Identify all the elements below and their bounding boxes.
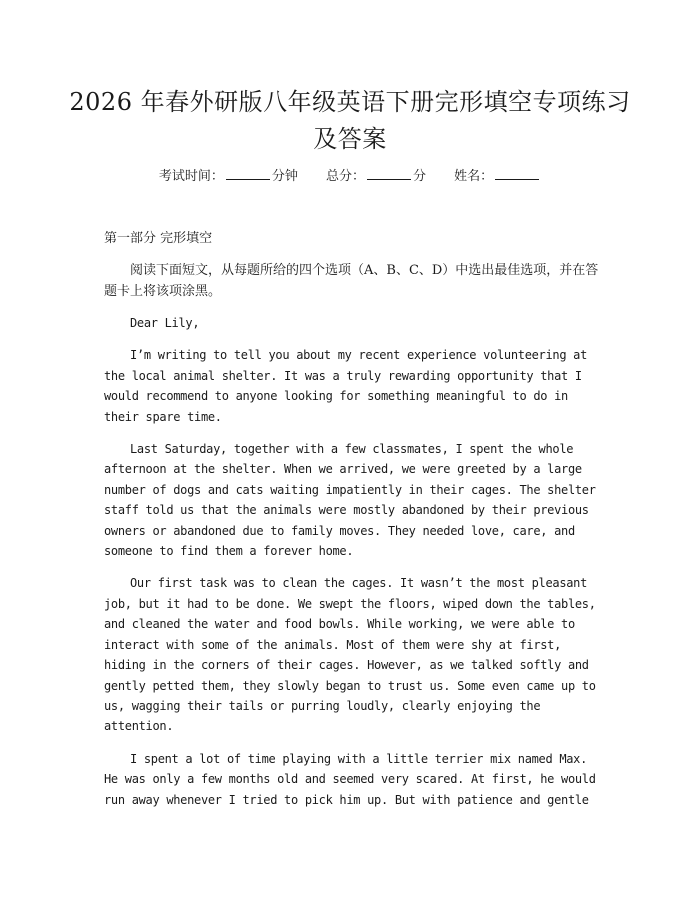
passage-paragraph-3: Our first task was to clean the cages. It wasn’t the most pleasant job, but it had to be done. We swept the floors, wiped down the tables, and cleaned the water and food bowls. While working, we were able to interact with some of the animals. Most of them were shy at first, hiding in the corners of their cages. However, as we talked softly and gently petted them, they slowly began to trust us. Some even came up to us, wagging their tails or purring loudly, clearly enjoying the attention. [104,576,596,734]
total-score-unit: 分 [413,169,427,184]
exam-time-field [159,166,298,187]
exam-time-unit: 分钟 [271,169,298,184]
total-score-blank [367,166,411,180]
letter-greeting: Dear Lily, [130,316,200,330]
passage [104,313,596,822]
instructions: 阅读下面短文，从每题所给的四个选项（A、B、C、D）中选出最佳选项，并在答题卡上将该项涂黑。 [104,263,599,299]
passage-paragraph-4: I spent a lot of time playing with a little terrier mix named Max. He was only a few months old and seemed very scared. At first, he would run away whenever I tried to pick him up. But with patience and gentle [104,751,596,807]
student-name-field [454,166,541,187]
total-score-field [326,166,426,187]
exam-time-blank [226,166,270,180]
student-name-blank [495,166,539,180]
passage-paragraph-2: Last Saturday, together with a few classmates, I spent the whole afternoon at the shelter. When we arrived, we were greeted by a large number of dogs and cats waiting impatiently in their cages. The shelter staff told us that the animals were mostly abandoned by their previous owners or abandoned due to family moves. They needed love, care, and someone to find them a forever home. [104,442,596,559]
exam-info-line [0,166,700,187]
student-name-label: 姓名： [454,169,494,184]
section-title: 第一部分 完形填空 [104,231,213,246]
total-score-label: 总分： [325,169,365,184]
passage-paragraph-1: I’m writing to tell you about my recent experience volunteering at the local animal shelter. It was a truly rewarding opportunity that I would recommend to anyone looking for something meaningful to do in their spare time. [104,348,588,424]
exam-time-label: 考试时间： [158,169,224,184]
document-title: 2026 年春外研版八年级英语下册完形填空专项练习及答案 [69,88,631,153]
